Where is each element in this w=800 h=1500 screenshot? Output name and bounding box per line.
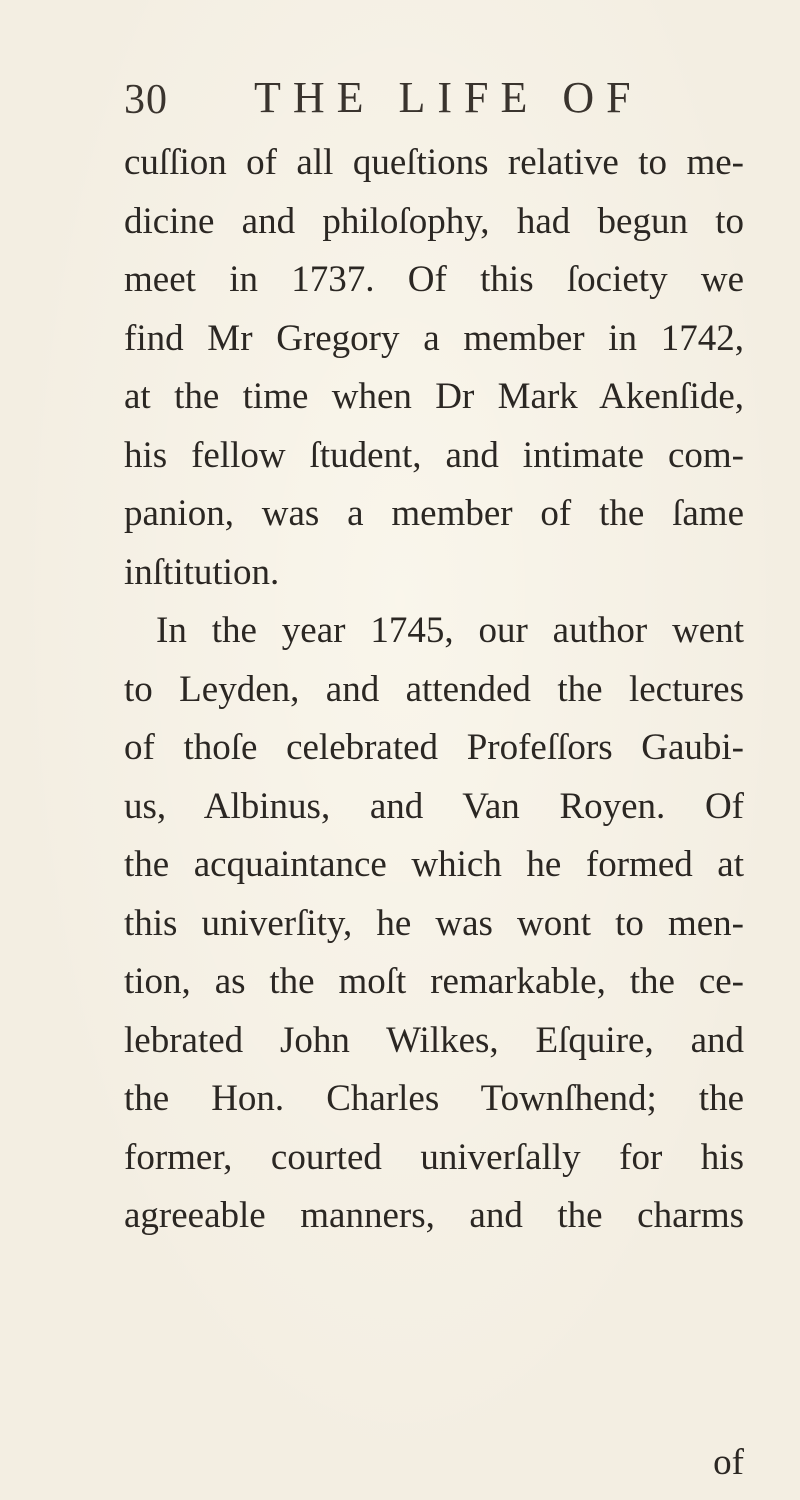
text-line-paragraph-end: inſtitution. — [124, 551, 280, 593]
text-line: to Leyden, and attended the lectures — [124, 668, 744, 710]
text-line: at the time when Dr Mark Akenſide, — [124, 376, 744, 417]
text-line-paragraph-start: In the year 1745, our author went — [156, 610, 744, 651]
text-line: this univerſity, he was wont to men- — [124, 902, 744, 944]
page-header — [0, 72, 800, 132]
text-line: find Mr Gregory a member in 1742, — [124, 317, 744, 359]
text-line: tion, as the moſt remarkable, the ce- — [124, 961, 744, 1002]
running-head: THE LIFE OF — [254, 73, 643, 122]
text-line: lebrated John Wilkes, Eſquire, and — [124, 1019, 744, 1061]
text-line: panion, was a member of the ſame — [124, 493, 744, 534]
text-line: the acquaintance which he formed at — [124, 844, 744, 885]
text-line: his fellow ſtudent, and intimate com- — [124, 434, 744, 476]
text-line: of thoſe celebrated Profeſſors Gaubi- — [124, 727, 744, 768]
text-line: meet in 1737. Of this ſociety we — [124, 259, 744, 300]
text-line: dicine and philoſophy, had begun to — [124, 200, 744, 242]
body-text — [124, 134, 744, 1246]
text-line: us, Albinus, and Van Royen. Of — [124, 785, 744, 827]
text-line: the Hon. Charles Townſhend; the — [124, 1078, 744, 1119]
catchword: of — [713, 1442, 744, 1483]
text-line: cuſſion of all queſtions relative to me- — [124, 142, 744, 183]
text-line: former, courted univerſally for his — [124, 1136, 744, 1178]
text-line: agreeable manners, and the charms — [124, 1195, 744, 1236]
page-number: 30 — [124, 77, 168, 123]
